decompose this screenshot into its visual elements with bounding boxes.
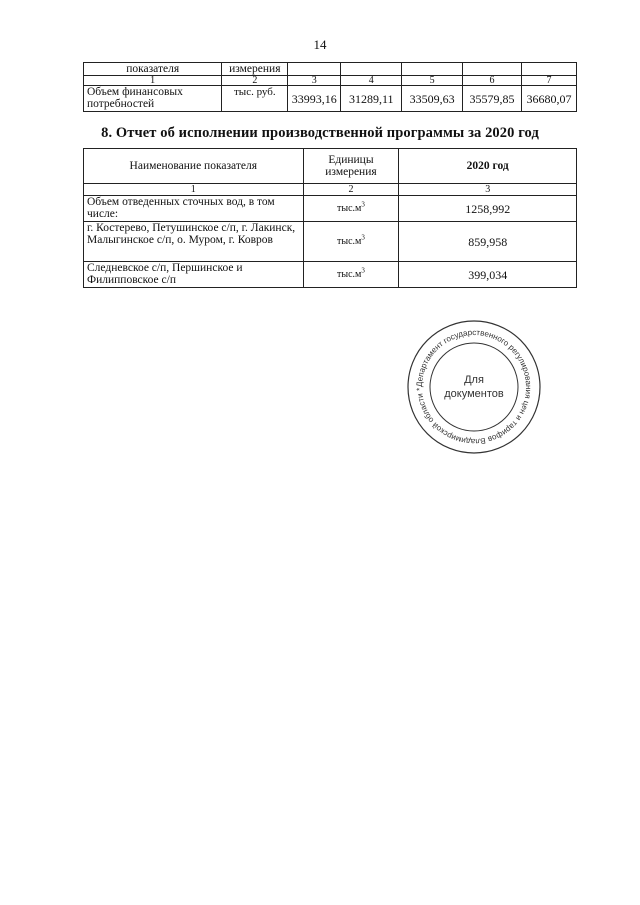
stamp-ring-text xyxy=(415,328,533,446)
value-cell: 33509,63 xyxy=(402,86,463,112)
header-cell: показателя xyxy=(84,63,222,76)
column-number: 7 xyxy=(522,76,577,86)
row-name: Следневское с/п, Першинское и Филипповское с/п xyxy=(84,262,304,288)
column-number: 1 xyxy=(84,184,304,196)
column-number: 1 xyxy=(84,76,222,86)
row-unit xyxy=(303,262,399,288)
stamp-outer-ring xyxy=(408,321,540,453)
table-row xyxy=(84,262,577,288)
row-value: 399,034 xyxy=(399,262,577,288)
row-value: 859,958 xyxy=(399,222,577,262)
table-row xyxy=(84,222,577,262)
header-cell xyxy=(463,63,522,76)
financial-needs-table xyxy=(83,62,577,112)
header-cell xyxy=(341,63,402,76)
header-cell xyxy=(522,63,577,76)
column-number: 2 xyxy=(222,76,288,86)
row-unit xyxy=(303,222,399,262)
column-number: 4 xyxy=(341,76,402,86)
column-number-row xyxy=(84,76,577,86)
row-name: Объем финансовых потребностей xyxy=(84,86,222,112)
header-cell xyxy=(288,63,341,76)
header-cell xyxy=(402,63,463,76)
value-cell: 36680,07 xyxy=(522,86,577,112)
table-header-row xyxy=(84,63,577,76)
unit-superscript: 3 xyxy=(361,266,365,275)
unit-superscript: 3 xyxy=(361,200,365,209)
header-unit: Единицы измерения xyxy=(303,149,399,184)
table-header-row xyxy=(84,149,577,184)
unit-text: тыс.м xyxy=(337,235,362,247)
value-cell: 33993,16 xyxy=(288,86,341,112)
stamp-ring-textpath: Департамент государственного регулирования цен и тарифов Владимирской области * xyxy=(414,327,534,447)
column-number: 6 xyxy=(463,76,522,86)
table-row xyxy=(84,196,577,222)
row-value: 1258,992 xyxy=(399,196,577,222)
stamp-center-line1: Для xyxy=(464,374,484,386)
production-program-table xyxy=(83,148,577,288)
column-number: 3 xyxy=(288,76,341,86)
unit-text: тыс.м xyxy=(337,202,362,214)
value-cell: 35579,85 xyxy=(463,86,522,112)
row-name: г. Костерево, Петушинское с/п, г. Лакинск, Малыгинское с/п, о. Муром, г. Ковров xyxy=(84,222,304,262)
header-name: Наименование показателя xyxy=(84,149,304,184)
unit-text: тыс.м xyxy=(337,268,362,280)
stamp-center-line2: документов xyxy=(444,388,504,400)
stamp-inner-ring xyxy=(430,343,518,431)
column-number: 3 xyxy=(399,184,577,196)
header-year: 2020 год xyxy=(399,149,577,184)
table-row xyxy=(84,86,577,112)
row-name: Объем отведенных сточных вод, в том числе: xyxy=(84,196,304,222)
column-number: 2 xyxy=(303,184,399,196)
column-number-row xyxy=(84,184,577,196)
row-unit: тыс. руб. xyxy=(222,86,288,112)
stamp-seal xyxy=(404,317,544,457)
value-cell: 31289,11 xyxy=(341,86,402,112)
row-unit xyxy=(303,196,399,222)
unit-superscript: 3 xyxy=(361,233,365,242)
page-number: 14 xyxy=(313,37,327,52)
header-cell: измерения xyxy=(222,63,288,76)
section-title: 8. Отчет об исполнении производственной программы за 2020 год xyxy=(101,125,539,141)
column-number: 5 xyxy=(402,76,463,86)
